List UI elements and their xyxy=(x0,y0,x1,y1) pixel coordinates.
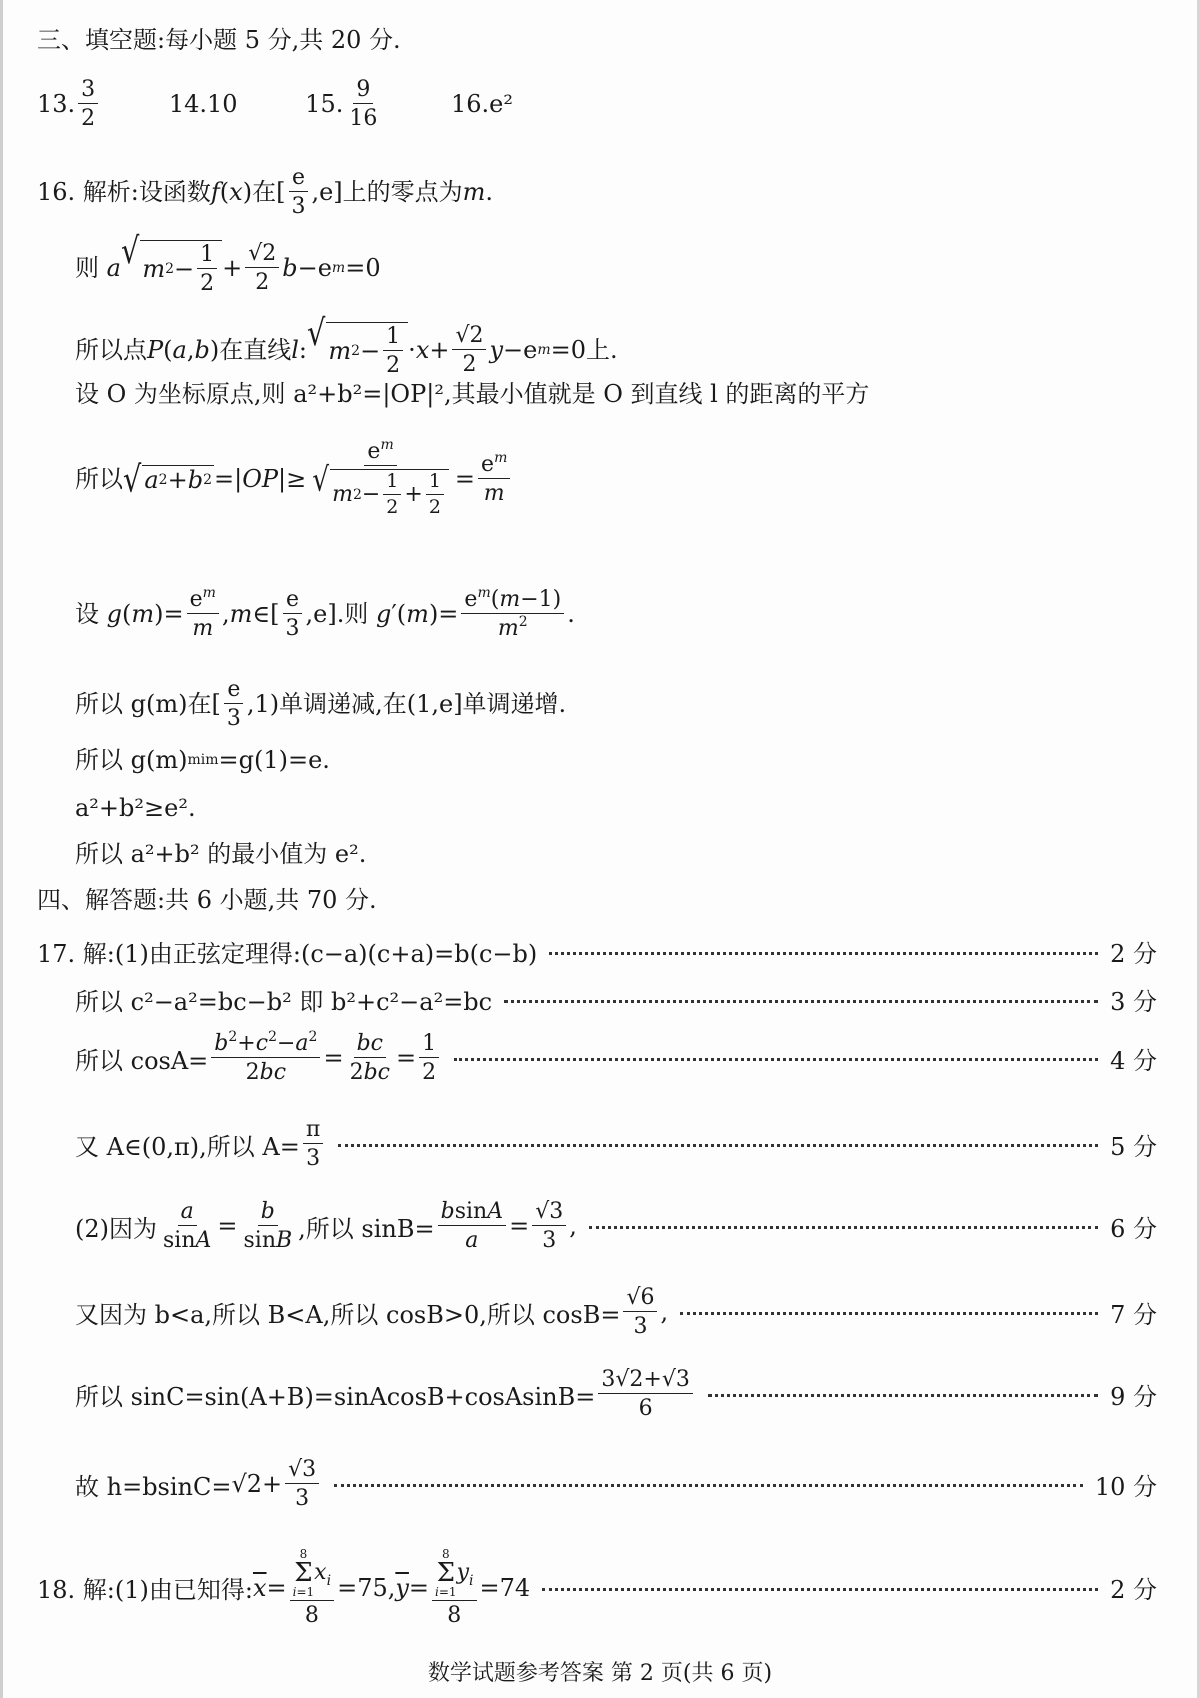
q16-min: 所以 g(m) mim =g(1)=e. xyxy=(75,746,330,774)
q16-line-l: 所以点 P ( a , b ) 在直线 l : √ m 2 − $\frac{1}{2}$ · x + $\frac{√2}{2}$ y −e m =0 上. xyxy=(75,311,618,379)
q16-intro: 16. 解析:设函数 f ( x ) 在[ $\frac{e}{3}$ ,e]上的零点为 m . xyxy=(37,165,494,220)
q17-line-7: 所以 sinC=sin(A+B)=sinAcosB+cosAsinB= $\frac{3√2+√3}{6}$ 9 分 xyxy=(75,1367,1157,1422)
q17-line-2: 所以 c²−a²=bc−b² 即 b²+c²−a²=bc 3 分 xyxy=(75,988,1157,1016)
q16-distance: 设 O 为坐标原点,则 a²+b²=|OP|²,其最小值就是 O 到直线 l 的距离的平方 xyxy=(75,380,870,408)
answer-13: 13. $\frac{3}{2}$ xyxy=(37,78,101,130)
q17-line-1: 17. 解:(1)由正弦定理得:(c−a)(c+a)=b(c−b) 2 分 xyxy=(37,934,1197,969)
q16-ineq: a²+b²≥e². xyxy=(75,794,196,822)
section-4-heading: 四、解答题:共 6 小题,共 70 分. xyxy=(37,886,377,914)
answer-15: 15. $\frac{9}{16}$ xyxy=(305,77,378,132)
q16-g-def: 设 g ( m )= $\frac{e^m}{m}$ , m ∈[ $\frac{e}{3}$ ,e] .则 g ′( m )= $\frac{e^m(m-1)}{m^2}$ . xyxy=(75,585,575,642)
answer-16: 16. e² xyxy=(450,90,513,119)
q18-line-1: 18. 解:(1)由已知得: $\overline{x}$ = 8 Σ i=1 $x_i$ 8 =75, $\overline{y}$ = 8 Σ i=1 $y_i$ 8 =74 2 分 xyxy=(37,1547,1157,1628)
score: 2 分 xyxy=(1110,940,1157,968)
q17-line-3: 所以 cosA= $\frac{b^2+c^2-a^2}{2bc}$ = $\frac{bc}{2bc}$ = $\frac{1}{2}$ 4 分 xyxy=(75,1029,1157,1086)
page-footer: 数学试题参考答案 第 2 页(共 6 页) xyxy=(427,1661,773,1686)
q16-monotonic: 所以 g(m)在[ $\frac{e}{3}$ ,1)单调递减,在(1,e]单调递增. xyxy=(75,677,567,732)
dot-leader xyxy=(549,940,1098,964)
q17-line-5: (2)因为 $\frac{a}{\sin A}$ = $\frac{b}{\sin B}$ ,所以 sinB= $\frac{bsinA}{a}$ = $\frac{√3}{3}$ , 6 分 xyxy=(75,1199,1157,1254)
q16-op-bound: 所以 √ a 2 + b 2 =| OP |≥ $e^m$ √ m 2 − $\frac{1}{2}$ + $\frac{1}{2}$ = $\frac{e^m}{m}$ xyxy=(75,440,1197,518)
q16-final: 所以 a²+b² 的最小值为 e². xyxy=(75,840,367,868)
q17-line-6: 又因为 b<a,所以 B<A,所以 cosB>0,所以 cosB= $\frac{√6}{3}$ , 7 分 xyxy=(75,1285,1157,1340)
answer-14: 14. 10 xyxy=(168,90,238,119)
answers-row xyxy=(37,78,1197,130)
section-3-heading: 三、填空题:每小题 5 分,共 20 分. xyxy=(37,26,401,54)
q16-eq1: 则 a √ m 2 − $\frac{1}{2}$ + $\frac{√2}{2}$ b −e m =0 xyxy=(75,229,381,297)
q17-line-8: 故 h=bsinC= √2+ $\frac{√3}{3}$ 10 分 xyxy=(75,1457,1157,1512)
q17-line-4: 又 A∈(0,π),所以 A= $\frac{\pi}{3}$ 5 分 xyxy=(75,1117,1157,1172)
